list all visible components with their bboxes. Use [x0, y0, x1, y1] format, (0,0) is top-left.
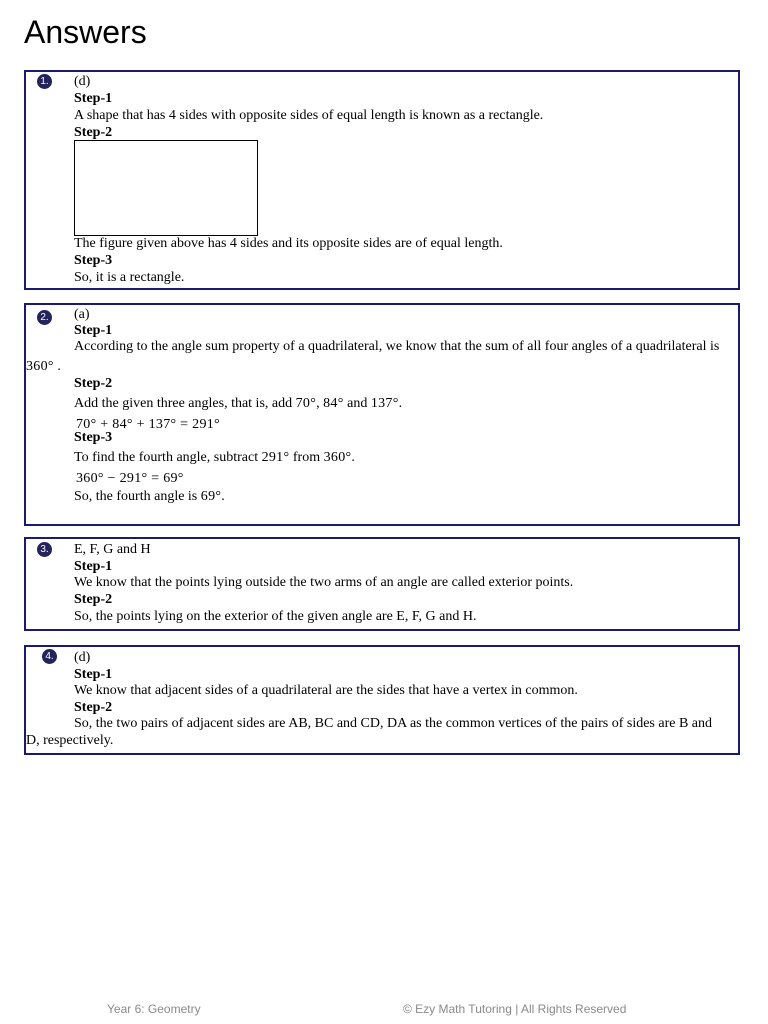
step-text: Add the given three angles, that is, add 70°, 84° and 137°. [74, 396, 403, 411]
step-text-part: and [347, 396, 368, 411]
answer-choice: (d) [74, 74, 91, 89]
step-text: So, the fourth angle is 69°. [74, 489, 225, 504]
math-value: 291° [261, 450, 290, 465]
step-text: So, it is a rectangle. [74, 270, 185, 285]
math-value: 69° [200, 489, 222, 504]
step-text: To find the fourth angle, subtract 291° from 360°. [74, 450, 355, 465]
footer-left: Year 6: Geometry [107, 1002, 201, 1016]
step-label: Step-2 [74, 376, 113, 391]
equation: 70° + 84° + 137° = 291° [76, 417, 220, 432]
step-text-part: from [292, 450, 321, 465]
equation: 360° − 291° = 69° [76, 471, 184, 486]
step-text-part: To find the fourth angle, subtract [74, 450, 259, 465]
answer-box-1 [24, 70, 740, 290]
answer-choice: E, F, G and H [74, 542, 151, 557]
step-text-part: Add the given three angles, that is, add [74, 396, 293, 411]
step-label: Step-2 [74, 700, 113, 715]
step-label: Step-3 [74, 253, 113, 268]
answer-box-2 [24, 303, 740, 526]
step-label: Step-2 [74, 592, 113, 607]
step-label: Step-2 [74, 125, 113, 140]
math-value: 360° [26, 359, 54, 374]
answer-box-3 [24, 537, 740, 631]
step-text: A shape that has 4 sides with opposite sides of equal length is known as a rectangle. [74, 108, 544, 123]
math-value: 70° [295, 396, 317, 411]
step-text: We know that the points lying outside the two arms of an angle are called exterior points. [74, 575, 574, 590]
step-text: So, the two pairs of adjacent sides are AB, BC and CD, DA as the common vertices of the pairs of sides are B and D, respectively. [26, 716, 713, 748]
step-text-part: So, the fourth angle is [74, 489, 198, 504]
step-label: Step-1 [74, 91, 113, 106]
step-label: Step-1 [74, 559, 113, 574]
answer-choice: (a) [74, 307, 90, 322]
step-label: Step-1 [74, 323, 113, 338]
step-text: According to the angle sum property of a quadrilateral, we know that the sum of all four angles of a quadrilateral is 360° . [26, 339, 720, 374]
answer-box-4 [24, 645, 740, 755]
step-text: We know that adjacent sides of a quadrilateral are the sides that have a vertex in common. [74, 683, 578, 698]
math-value: 360° [323, 450, 352, 465]
answer-number-badge: 3. [37, 542, 52, 557]
step-label: Step-1 [74, 667, 113, 682]
answer-choice: (d) [74, 650, 91, 665]
step-text-part: According to the angle sum property of a quadrilateral, we know that the sum of all four angles of a quadrilateral is [74, 339, 720, 354]
math-value: 137° [370, 396, 399, 411]
answer-number-badge: 1. [37, 74, 52, 89]
answer-number-badge: 2. [37, 310, 52, 325]
step-text: So, the points lying on the exterior of the given angle are E, F, G and H. [74, 609, 477, 624]
answer-number-badge: 4. [42, 649, 57, 664]
page-title: Answers [24, 14, 147, 50]
footer-right: © Ezy Math Tutoring | All Rights Reserved [403, 1002, 627, 1016]
math-value: 84° [323, 396, 344, 411]
rectangle-figure [74, 140, 258, 236]
step-label: Step-3 [74, 430, 113, 445]
step-text: The figure given above has 4 sides and its opposite sides are of equal length. [74, 236, 503, 251]
